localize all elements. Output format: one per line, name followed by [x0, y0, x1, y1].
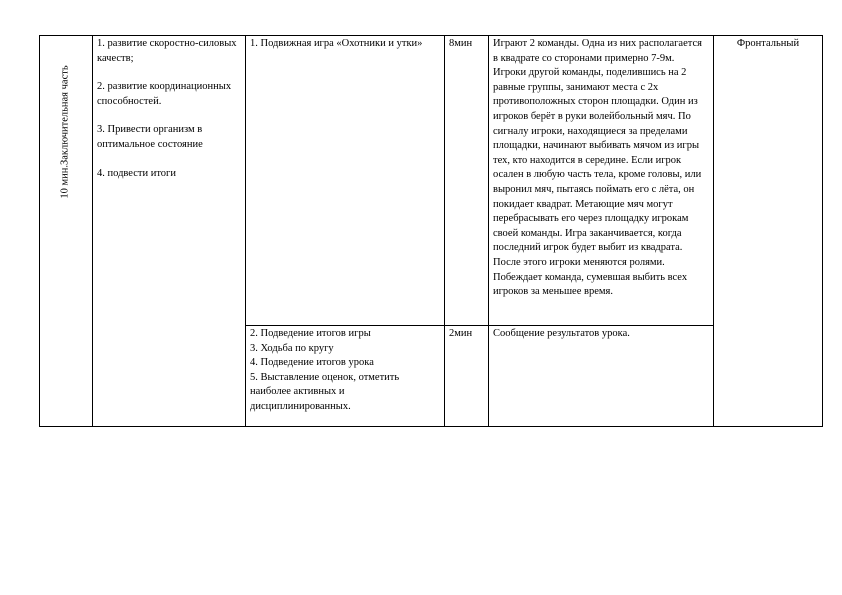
- task-item: 2. развитие координационных способностей.: [97, 81, 232, 107]
- content-line: 2. Подведение итогов игры: [250, 328, 371, 339]
- content-line: 5. Выставление оценок, отметить наиболее активных и дисциплинированных.: [250, 371, 400, 412]
- description-cell: [489, 36, 714, 326]
- tasks-cell: [93, 36, 246, 427]
- task-item: 3. Привести организм в оптимальное состояние: [97, 124, 203, 150]
- description-cell: [489, 326, 714, 427]
- table-row: [40, 36, 823, 326]
- description-text: Играют 2 команды. Одна из них располагается в квадрате со сторонами примерно 7-9м. Игроки другой команды, поделившись на 2 равные группы, занимают места с 2х противоположных сторон площадки. Один из игроков берёт в руки волейбольный мяч. По сигналу игроки, находящиеся за пределами площадки, начинают выбивать мячом из игры тех, кто находится в середине. Если игрок осален в любую часть тела, кроме головы, или выронил мяч, пытаясь поймать его с лёта, он покидает квадрат. Метающие мяч могут перебрасывать его через площадку игрокам своей команды. Игра заканчивается, когда последний игрок будет выбит из квадрата. После этого игроки меняются ролями. Побеждает команда, сумевшая выбить всех игроков за меньшее время.: [493, 38, 702, 298]
- part-cell: [40, 36, 93, 427]
- duration-cell: [445, 326, 489, 427]
- part-label: 10 мин.Заключительная часть: [59, 65, 71, 199]
- content-line: 3. Ходьба по кругу: [250, 342, 334, 354]
- content-line: 4. Подведение итогов урока: [250, 357, 374, 369]
- task-item: 1. развитие скоростно-силовых качеств;: [97, 38, 237, 64]
- content-cell: [246, 326, 445, 427]
- content-cell: [246, 36, 445, 326]
- form-cell: [714, 36, 823, 427]
- duration-value: 2мин: [449, 328, 473, 339]
- task-item: 4. подвести итоги: [97, 167, 176, 179]
- duration-cell: [445, 36, 489, 326]
- content-line: 1. Подвижная игра «Охотники и утки»: [250, 38, 423, 49]
- description-text: Сообщение результатов урока.: [493, 328, 630, 339]
- form-value: Фронтальный: [736, 38, 800, 49]
- lesson-plan-table: [39, 35, 823, 427]
- duration-value: 8мин: [449, 38, 473, 49]
